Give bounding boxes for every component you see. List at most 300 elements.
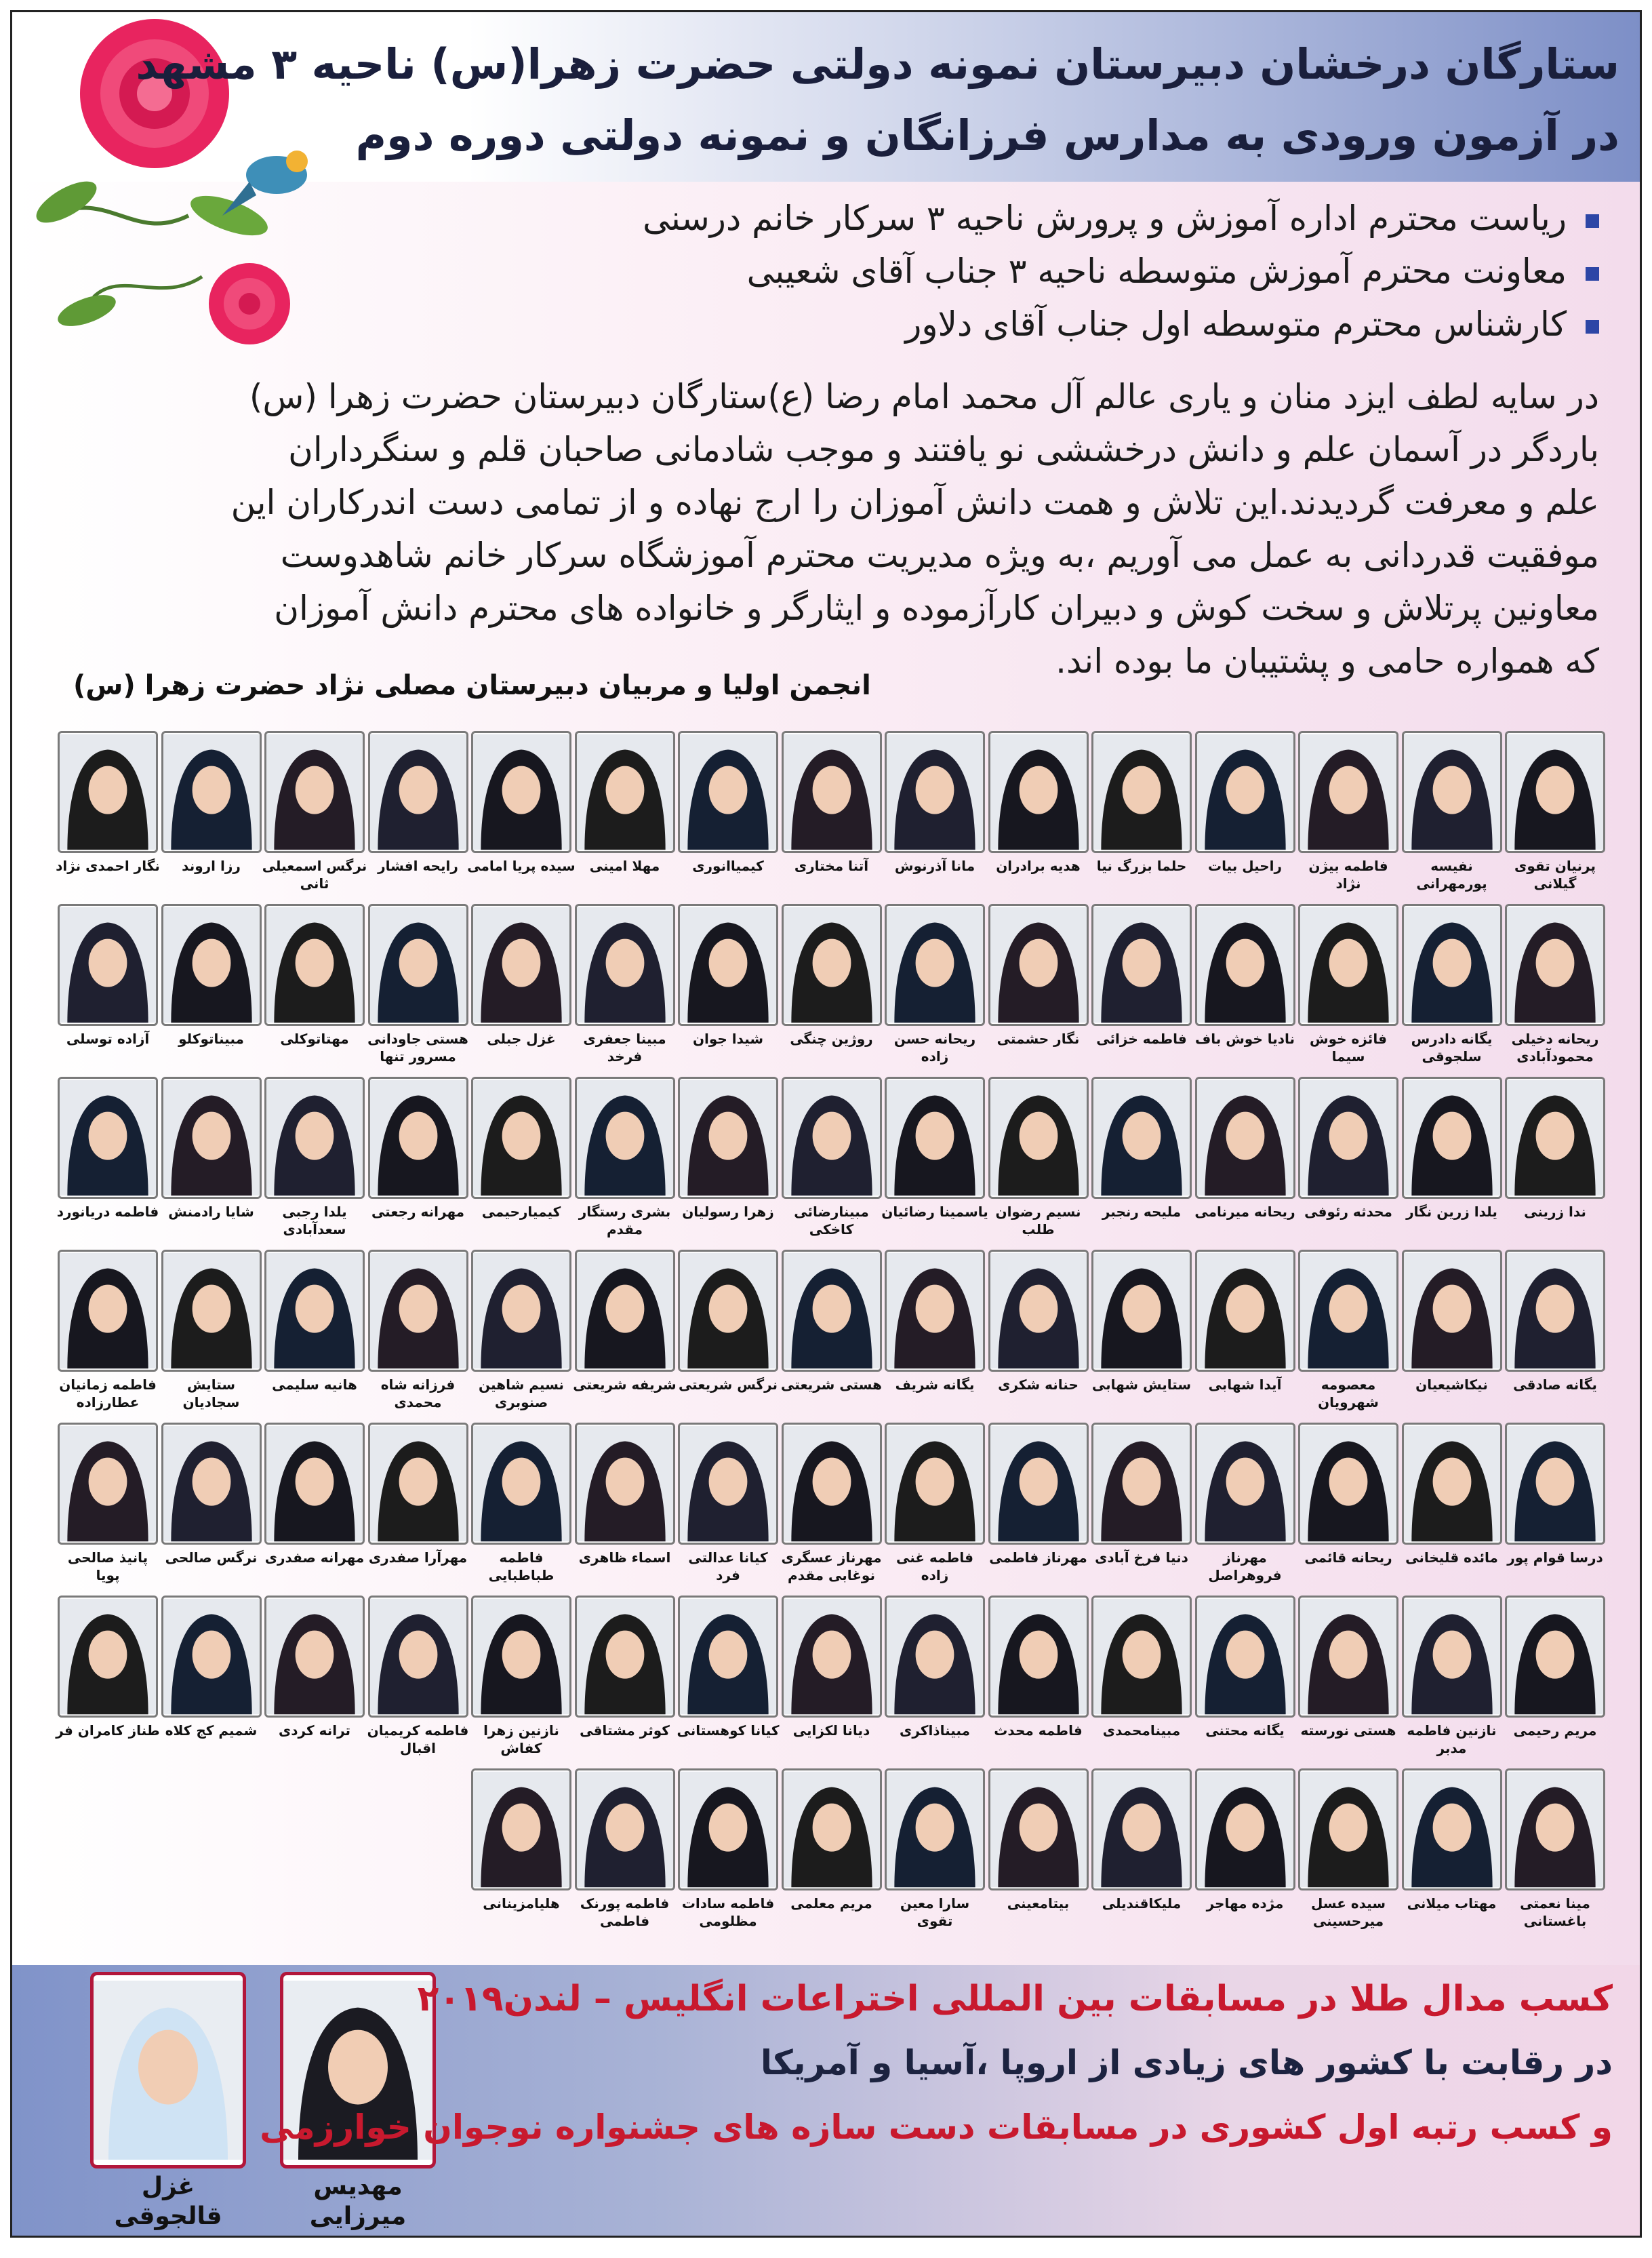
student-photo	[1402, 1423, 1502, 1545]
student-name: ملیحه رنجبر	[1102, 1204, 1182, 1220]
student-name: ریحانه دخیلی محمودآبادی	[1511, 1031, 1599, 1065]
student-photo	[1091, 731, 1192, 853]
student-name: مبیناذاکری	[900, 1722, 970, 1739]
student-photo	[678, 1423, 778, 1545]
student-card	[1298, 1423, 1398, 1592]
student-photo	[1402, 1596, 1502, 1718]
student-card	[471, 1423, 571, 1592]
student-photo	[1402, 1768, 1502, 1890]
portrait-icon	[473, 1770, 569, 1888]
portrait-icon	[784, 733, 880, 851]
portrait-icon	[266, 733, 363, 851]
portrait-icon	[1300, 1425, 1396, 1543]
student-name: فاطمه کریمیان اقبال	[367, 1722, 469, 1756]
student-name: یگانه شریف	[895, 1376, 975, 1393]
student-name: پانیذ صالحی پویا	[67, 1549, 148, 1583]
student-card	[1402, 1596, 1502, 1765]
student-card	[988, 731, 1089, 900]
student-photo	[782, 1768, 882, 1890]
student-name: دیانا لکزایی	[792, 1722, 870, 1739]
student-name: مائده قلیخانی	[1405, 1549, 1498, 1566]
student-name: نسیم شاهین صنوبری	[479, 1376, 564, 1410]
student-photo	[678, 731, 778, 853]
headline-line-2: در آزمون ورودی به مدارس فرزانگان و نمونه دولتی دوره دوم	[355, 111, 1619, 160]
student-name: مهرانه صفدری	[264, 1549, 365, 1566]
student-name: مبینا جعفری فرخد	[583, 1031, 666, 1065]
student-card	[161, 1423, 262, 1592]
student-card	[782, 731, 882, 900]
student-name: شیدا جوان	[692, 1031, 764, 1047]
student-name: یاسمینا رضائیان	[881, 1204, 988, 1220]
portrait-icon	[60, 1252, 156, 1370]
student-card	[1298, 731, 1398, 900]
student-photo	[575, 731, 675, 853]
portrait-icon	[163, 1079, 260, 1197]
portrait-icon	[1507, 1425, 1603, 1543]
student-name: حنانه شکری	[998, 1376, 1079, 1393]
portrait-icon	[266, 1598, 363, 1716]
student-card	[678, 1596, 778, 1765]
portrait-icon	[473, 1425, 569, 1543]
student-name: بشری رستگار مقدم	[578, 1204, 671, 1237]
student-card	[161, 1077, 262, 1246]
student-name: معصومه شهرویان	[1318, 1376, 1379, 1410]
student-card	[575, 1596, 675, 1765]
student-card	[471, 904, 571, 1073]
student-card	[58, 1596, 158, 1765]
portrait-icon	[1404, 906, 1500, 1024]
student-photo	[58, 904, 158, 1026]
student-photo	[1195, 1250, 1295, 1372]
portrait-icon	[680, 1079, 776, 1197]
portrait-icon	[887, 1425, 983, 1543]
student-photo	[1091, 1077, 1192, 1199]
student-card	[264, 1596, 365, 1765]
portrait-icon	[680, 1425, 776, 1543]
student-name: غزل جبلی	[487, 1031, 556, 1047]
student-name: دنیا فرخ آبادی	[1095, 1549, 1188, 1566]
student-name: مریم رحیمی	[1513, 1722, 1597, 1739]
student-name: کیانا کوهستانی	[677, 1722, 780, 1739]
student-name: ریحانه میرنامی	[1194, 1204, 1295, 1220]
student-card	[678, 1250, 778, 1419]
student-photo	[1298, 731, 1398, 853]
student-name: کوثر مشتاقی	[580, 1722, 670, 1739]
student-card	[1298, 1596, 1398, 1765]
student-photo	[1298, 904, 1398, 1026]
student-card	[1195, 1250, 1295, 1419]
portrait-icon	[266, 906, 363, 1024]
portrait-icon	[784, 1770, 880, 1888]
student-name: مبیناتوکلو	[178, 1031, 244, 1047]
student-photo	[885, 1768, 985, 1890]
portrait-icon	[1507, 906, 1603, 1024]
student-card	[368, 1250, 468, 1419]
student-card	[881, 1077, 988, 1246]
student-card	[678, 731, 778, 900]
portrait-icon	[1197, 1425, 1293, 1543]
student-card	[782, 904, 882, 1073]
portrait-icon	[784, 906, 880, 1024]
portrait-icon	[1197, 1079, 1293, 1197]
footer-line-1: کسب مدال طلا در مسابقات بین المللی اختراعات انگلیس – لندن۲۰۱۹	[417, 1979, 1613, 2019]
student-photo	[988, 1768, 1089, 1890]
student-card	[58, 1250, 158, 1419]
student-name: مهرناز فاطمی	[989, 1549, 1087, 1566]
student-photo	[1505, 904, 1605, 1026]
student-photo	[575, 1250, 675, 1372]
student-photo	[988, 904, 1089, 1026]
portrait-icon	[1197, 1252, 1293, 1370]
student-card	[1505, 1768, 1605, 1938]
portrait-icon	[990, 733, 1087, 851]
student-name: روژین چنگی	[790, 1031, 873, 1047]
portrait-icon	[887, 906, 983, 1024]
portrait-icon	[473, 1079, 569, 1197]
student-card	[58, 1077, 158, 1246]
portrait-icon	[163, 906, 260, 1024]
student-name: اسماء ظاهری	[578, 1549, 671, 1566]
student-photo	[264, 1077, 365, 1199]
student-card	[678, 1768, 778, 1938]
student-card	[1298, 1077, 1398, 1246]
student-name: مهتاب میلانی	[1407, 1895, 1497, 1912]
student-card	[161, 904, 262, 1073]
student-card	[368, 1077, 468, 1246]
student-card	[885, 904, 985, 1073]
student-name: مهرانه رجعتی	[371, 1204, 465, 1220]
student-card	[1195, 1596, 1295, 1765]
portrait-icon	[1093, 1770, 1190, 1888]
student-card	[988, 1423, 1089, 1592]
student-photo	[782, 1077, 882, 1199]
student-card	[1195, 731, 1295, 900]
student-photo	[885, 1423, 985, 1545]
student-photo	[471, 1423, 571, 1545]
portrait-icon	[990, 1770, 1087, 1888]
student-card	[1091, 1423, 1192, 1592]
portrait-icon	[1093, 1079, 1190, 1197]
student-photo	[58, 1250, 158, 1372]
portrait-icon	[577, 1079, 673, 1197]
portrait-icon	[1404, 1425, 1500, 1543]
student-name: شایا رادمنش	[168, 1204, 254, 1220]
portrait-icon	[60, 1079, 156, 1197]
portrait-icon	[1300, 1770, 1396, 1888]
student-card	[264, 731, 365, 900]
portrait-icon	[680, 1252, 776, 1370]
student-photo	[1402, 1077, 1502, 1199]
student-card	[467, 731, 576, 900]
student-photo	[1195, 731, 1295, 853]
student-photo	[1505, 1768, 1605, 1890]
student-photo	[1298, 1423, 1398, 1545]
student-name: مبینارضائی کاخکی	[794, 1204, 869, 1237]
student-card	[575, 1250, 675, 1419]
student-name: هستی جاودانی مسرور تنها	[367, 1031, 468, 1065]
bullet-list	[643, 192, 1599, 351]
student-photo	[988, 1423, 1089, 1545]
student-card	[1091, 1768, 1192, 1938]
portrait-icon	[473, 1252, 569, 1370]
student-photo	[575, 1423, 675, 1545]
student-card	[1402, 1768, 1502, 1938]
student-card	[1298, 1250, 1398, 1419]
student-name: کیمیارحیمی	[481, 1204, 561, 1220]
student-photo	[678, 1596, 778, 1718]
student-name: نرگس شریعتی	[678, 1376, 778, 1393]
student-name: فاطمه محدث	[994, 1722, 1083, 1739]
student-photo	[368, 1077, 468, 1199]
student-photo	[1195, 1596, 1295, 1718]
student-card	[1091, 1077, 1192, 1246]
student-card	[988, 904, 1089, 1073]
portrait-icon	[370, 906, 466, 1024]
student-card	[1195, 1077, 1295, 1246]
student-card	[1091, 904, 1192, 1073]
student-card	[1505, 904, 1605, 1073]
student-name: فاطمه غنی زاده	[895, 1549, 973, 1583]
student-name: سیده پریا امامی	[467, 858, 576, 874]
student-name: فاطمه پورنک فاطمی	[580, 1895, 670, 1929]
portrait-icon	[1300, 1079, 1396, 1197]
student-name: سارا معین تقوی	[900, 1895, 970, 1929]
portrait-icon	[680, 1598, 776, 1716]
portrait-icon	[1300, 906, 1396, 1024]
student-card	[575, 1423, 675, 1592]
portrait-icon	[680, 733, 776, 851]
paragraph-line: که همواره حامی و پشتیبان ما بوده اند.	[1055, 641, 1599, 681]
student-photo	[1505, 1423, 1605, 1545]
student-card	[575, 731, 675, 900]
student-card	[1505, 1596, 1605, 1765]
student-card	[885, 1596, 985, 1765]
student-card	[782, 1768, 882, 1938]
portrait-icon	[1093, 1598, 1190, 1716]
student-card	[1402, 1250, 1502, 1419]
student-name: هانیه سلیمی	[272, 1376, 357, 1393]
student-name: یلدا زرین نگار	[1406, 1204, 1497, 1220]
headline-line-1: ستارگان درخشان دبیرستان نمونه دولتی حضرت زهرا(س) ناحیه ۳ مشهد	[136, 39, 1619, 89]
winner-name: مهدیس میرزایی	[309, 2173, 407, 2230]
student-card	[471, 1077, 571, 1246]
student-name: ریحانه حسن زاده	[893, 1031, 976, 1065]
student-card	[368, 1596, 468, 1765]
student-photo	[264, 1423, 365, 1545]
student-card	[1402, 904, 1502, 1073]
student-photo	[471, 1250, 571, 1372]
poster	[10, 10, 1642, 2238]
paragraph-line: علم و معرفت گردیدند.این تلاش و همت دانش آموزان را ارج نهاده و از تمامی دست اندرکاران این	[230, 483, 1599, 522]
student-card	[368, 904, 468, 1073]
student-name: نادیا خوش باف	[1194, 1031, 1295, 1047]
student-photo	[885, 1250, 985, 1372]
student-name: مهرناز فروهراصل	[1208, 1549, 1282, 1583]
student-card	[1091, 1596, 1192, 1765]
portrait-icon	[784, 1425, 880, 1543]
portrait-icon	[1404, 1770, 1500, 1888]
student-name: آتنا مختاری	[794, 858, 869, 874]
student-card	[58, 731, 158, 900]
paragraph-line: باردگر در آسمان علم و دانش درخششی نو یافتند و موجب شادمانی صاحبان قلم و سنگرداران	[288, 430, 1599, 469]
student-photo	[575, 1768, 675, 1890]
portrait-icon	[163, 1425, 260, 1543]
student-name: مریم معلمی	[790, 1895, 872, 1912]
association-signature: انجمن اولیا و مربیان دبیرستان مصلی نژاد حضرت زهرا (س)	[73, 670, 871, 701]
student-card	[471, 1250, 571, 1419]
student-name: راحیل بیات	[1207, 858, 1283, 874]
portrait-icon	[990, 1079, 1087, 1197]
portrait-icon	[577, 1770, 673, 1888]
portrait-icon	[784, 1252, 880, 1370]
student-name: شمیم کج کلاه	[165, 1722, 258, 1739]
student-photo	[58, 731, 158, 853]
student-card	[885, 731, 985, 900]
student-card	[1195, 1768, 1295, 1938]
student-name: ریحانه قائمی	[1304, 1549, 1392, 1566]
student-photo	[58, 1596, 158, 1718]
portrait-icon	[577, 906, 673, 1024]
student-name: ستایش سجادیان	[182, 1376, 240, 1410]
student-name: ترانه کردی	[278, 1722, 351, 1739]
student-name: مهتاتوکلی	[280, 1031, 349, 1047]
student-name: نرگس اسمعیلی ثانی	[262, 858, 367, 892]
portrait-icon	[1093, 906, 1190, 1024]
student-photo	[988, 1250, 1089, 1372]
student-card	[782, 1250, 882, 1419]
bullet-item: ریاست محترم اداره آموزش و پرورش ناحیه ۳ سرکار خانم درسنی	[643, 192, 1599, 245]
portrait-icon	[680, 1770, 776, 1888]
student-card	[678, 904, 778, 1073]
portrait-icon	[887, 1770, 983, 1888]
student-card	[988, 1768, 1089, 1938]
portrait-icon	[266, 1252, 363, 1370]
student-card	[1091, 731, 1192, 900]
student-card	[988, 1077, 1089, 1246]
student-card	[161, 1596, 262, 1765]
bullet-item: کارشناس محترم متوسطه اول جناب آقای دلاور	[643, 298, 1599, 351]
student-card	[368, 1423, 468, 1592]
student-photo	[58, 1423, 158, 1545]
student-photo	[471, 1077, 571, 1199]
student-card	[1195, 1423, 1295, 1592]
student-name: نازنین زهرا کفاش	[483, 1722, 559, 1756]
student-photo	[1505, 1250, 1605, 1372]
student-photo	[678, 904, 778, 1026]
footer-line-3: و کسب رتبه اول کشوری در مسابقات دست سازه های جشنواره نوجوان خوارزمی	[260, 2107, 1613, 2147]
portrait-icon	[887, 1252, 983, 1370]
student-photo	[368, 1250, 468, 1372]
portrait-icon	[473, 906, 569, 1024]
footer-line-2: در رقابت با کشور های زیادی از اروپا ،آسیا و آمریکا	[760, 2043, 1613, 2082]
student-photo	[1298, 1596, 1398, 1718]
portrait-icon	[163, 733, 260, 851]
student-name: فاطمه بیژن نژاد	[1308, 858, 1388, 892]
student-card	[575, 904, 675, 1073]
student-photo	[1298, 1768, 1398, 1890]
portrait-icon	[1197, 906, 1293, 1024]
portrait-icon	[1404, 733, 1500, 851]
student-name: مهرناز عسگری نوغابی مقدم	[781, 1549, 882, 1583]
student-photo	[471, 904, 571, 1026]
portrait-icon	[990, 906, 1087, 1024]
portrait-icon	[1404, 1252, 1500, 1370]
student-photo	[264, 1250, 365, 1372]
student-card	[471, 1596, 571, 1765]
student-photo	[1298, 1077, 1398, 1199]
student-card	[988, 1250, 1089, 1419]
student-card	[1505, 1250, 1605, 1419]
portrait-icon	[60, 1425, 156, 1543]
portrait-icon	[266, 1425, 363, 1543]
student-card	[1505, 731, 1605, 900]
student-name: فاطمه خزائی	[1096, 1031, 1187, 1047]
student-photo	[368, 904, 468, 1026]
portrait-icon	[1093, 1252, 1190, 1370]
portrait-icon	[1507, 1252, 1603, 1370]
appreciation-paragraph	[74, 370, 1599, 688]
student-card	[1505, 1423, 1605, 1592]
student-card	[471, 1768, 571, 1938]
student-card	[782, 1596, 882, 1765]
student-name: فاطمه دریانورد	[56, 1204, 159, 1220]
portrait-icon	[1507, 1079, 1603, 1197]
portrait-icon	[1300, 733, 1396, 851]
portrait-icon	[473, 733, 569, 851]
student-photo	[575, 904, 675, 1026]
student-photo	[161, 731, 262, 853]
student-photo	[885, 1077, 985, 1199]
student-photo	[678, 1768, 778, 1890]
student-card	[264, 1077, 365, 1246]
student-photo	[988, 1077, 1089, 1199]
student-name: مهرآرا صفدری	[368, 1549, 468, 1566]
student-name: شریفه شریعتی	[573, 1376, 677, 1393]
student-name: آیدا شهابی	[1208, 1376, 1282, 1393]
portrait-icon	[680, 906, 776, 1024]
portrait-icon	[990, 1252, 1087, 1370]
student-name: نیکاشیعیان	[1415, 1376, 1488, 1393]
portrait-icon	[1093, 1425, 1190, 1543]
student-card	[1402, 731, 1502, 900]
portrait-icon	[370, 1079, 466, 1197]
paragraph-line: موفقیت قدردانی به عمل می آوریم ،به ویژه مدیریت محترم آموزشگاه سرکار خانم شاهدوست	[280, 536, 1599, 575]
student-photo	[161, 904, 262, 1026]
portrait-icon	[370, 733, 466, 851]
student-photo	[1402, 1250, 1502, 1372]
student-photo	[1505, 731, 1605, 853]
portrait-icon	[266, 1079, 363, 1197]
student-photo	[368, 731, 468, 853]
student-photo	[471, 1768, 571, 1890]
portrait-icon	[1093, 733, 1190, 851]
student-card	[885, 1250, 985, 1419]
portrait-icon	[887, 1079, 983, 1197]
student-card	[368, 731, 468, 900]
student-name: زهرا رسولیان	[682, 1204, 774, 1220]
paragraph-line: معاونین پرتلاش و سخت کوش و دبیران کارآزموده و ایثارگر و خانواده های محترم دانش آموزان	[274, 589, 1599, 628]
student-name: هدیه برادران	[996, 858, 1081, 874]
student-photo	[1195, 904, 1295, 1026]
student-name: کیانا عدالتی فرد	[688, 1549, 768, 1583]
student-photo	[1298, 1250, 1398, 1372]
student-name: یگانه صادقی	[1513, 1376, 1597, 1393]
student-name: نسیم رضوان طلب	[995, 1204, 1081, 1237]
student-photo	[1091, 1596, 1192, 1718]
portrait-icon	[163, 1598, 260, 1716]
portrait-icon	[990, 1425, 1087, 1543]
student-photo	[1091, 1768, 1192, 1890]
